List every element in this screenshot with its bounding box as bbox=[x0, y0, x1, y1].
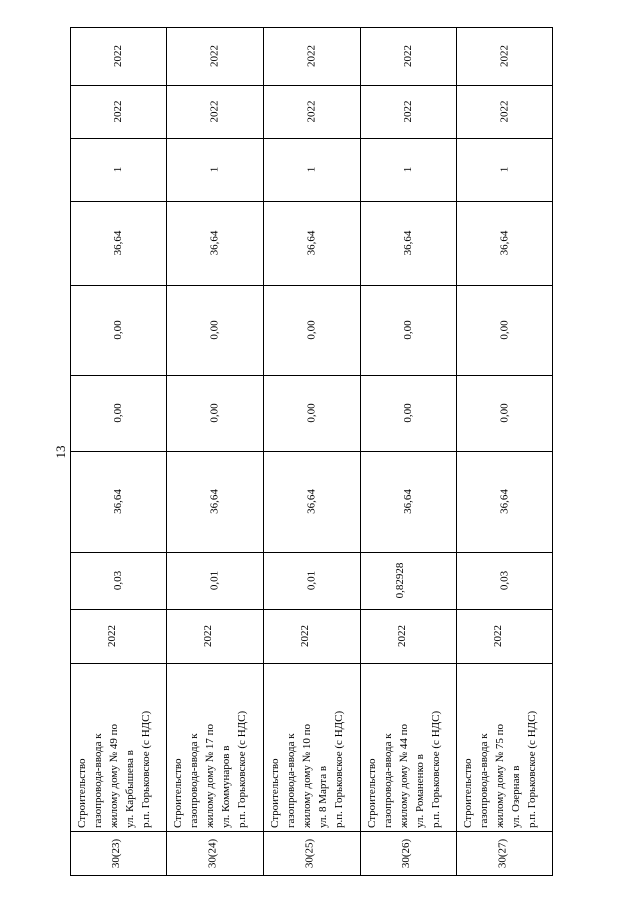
row-name-line: Строительство bbox=[462, 758, 474, 828]
cell-length: 0,03 bbox=[112, 570, 124, 591]
cell-length: 0,82928 bbox=[394, 562, 406, 599]
table-border-horizontal bbox=[70, 663, 553, 664]
row-name-line: Строительство bbox=[172, 758, 184, 828]
cell-length: 0,03 bbox=[498, 570, 511, 591]
cell-cost-a: 0,00 bbox=[112, 403, 124, 423]
cell-cost-b: 0,00 bbox=[498, 320, 511, 340]
row-name-line: р.п. Горьковское (с НДС) bbox=[236, 710, 248, 828]
cell-year-2: 2022 bbox=[305, 45, 318, 67]
cell-year-start: 2022 bbox=[299, 625, 311, 647]
cell-year-1: 2022 bbox=[402, 100, 414, 123]
cell-cost-c: 36,64 bbox=[402, 230, 414, 256]
cell-year-2: 2022 bbox=[402, 45, 414, 67]
cell-cost-c: 36,64 bbox=[498, 230, 511, 256]
row-name bbox=[364, 711, 444, 828]
row-id: 30(24) bbox=[206, 838, 219, 869]
row-name-line: газопровода-ввода к bbox=[382, 733, 394, 828]
row-id: 30(23) bbox=[110, 838, 122, 869]
row-name-line: газопровода-ввода к bbox=[478, 733, 490, 828]
row-name bbox=[74, 711, 154, 828]
cell-cost-a: 0,00 bbox=[305, 403, 318, 423]
cell-year-start: 2022 bbox=[492, 625, 504, 647]
row-name-line: Строительство bbox=[269, 758, 281, 828]
page-number: 13 bbox=[53, 445, 68, 459]
cell-year-1: 2022 bbox=[208, 100, 221, 123]
cell-cost-total: 36,64 bbox=[112, 489, 124, 514]
rotated-table bbox=[70, 27, 553, 876]
row-id: 30(25) bbox=[303, 838, 316, 869]
row-name-line: р.п. Горьковское (с НДС) bbox=[430, 710, 442, 828]
row-name-line: жилому дому № 10 по bbox=[301, 724, 313, 828]
row-name-line: газопровода-ввода к bbox=[285, 733, 297, 828]
row-name-line: ул. Романенко в bbox=[414, 754, 426, 828]
cell-year-start: 2022 bbox=[396, 625, 408, 647]
row-name bbox=[460, 711, 540, 828]
cell-cost-a: 0,00 bbox=[208, 403, 221, 423]
cell-cost-b: 0,00 bbox=[305, 320, 318, 340]
cell-year-1: 2022 bbox=[305, 100, 318, 123]
row-name-line: Строительство bbox=[76, 758, 88, 828]
cell-count: 1 bbox=[402, 166, 414, 173]
cell-year-1: 2022 bbox=[112, 100, 124, 123]
row-name-line: ул. 8 Марта в bbox=[317, 765, 329, 828]
cell-year-start: 2022 bbox=[202, 625, 214, 647]
cell-cost-c: 36,64 bbox=[305, 230, 318, 256]
row-name-line: ул. Озерная в bbox=[510, 765, 522, 828]
cell-count: 1 bbox=[208, 166, 221, 173]
row-name-line: р.п. Горьковское (с НДС) bbox=[526, 710, 538, 828]
cell-year-1: 2022 bbox=[498, 100, 511, 123]
row-name bbox=[267, 711, 347, 828]
cell-cost-c: 36,64 bbox=[208, 230, 221, 256]
row-name-line: жилому дому № 75 по bbox=[494, 724, 506, 828]
row-name-line: жилому дому № 44 по bbox=[398, 724, 410, 828]
row-id: 30(27) bbox=[496, 838, 509, 869]
cell-cost-b: 0,00 bbox=[112, 320, 124, 340]
table-border-horizontal bbox=[70, 375, 553, 376]
cell-count: 1 bbox=[498, 166, 511, 173]
cell-year-2: 2022 bbox=[112, 45, 124, 67]
row-name-line: газопровода-ввода к bbox=[188, 733, 200, 828]
cell-length: 0,01 bbox=[305, 570, 318, 591]
row-name-line: р.п. Горьковское (с НДС) bbox=[140, 710, 152, 828]
cell-cost-c: 36,64 bbox=[112, 230, 124, 256]
cell-cost-a: 0,00 bbox=[402, 403, 414, 423]
table-border-horizontal bbox=[70, 285, 553, 286]
cell-year-2: 2022 bbox=[208, 45, 221, 67]
cell-cost-total: 36,64 bbox=[498, 489, 511, 514]
row-name-line: газопровода-ввода к bbox=[92, 733, 104, 828]
cell-count: 1 bbox=[112, 166, 124, 173]
cell-cost-a: 0,00 bbox=[498, 403, 511, 423]
cell-year-start: 2022 bbox=[106, 625, 118, 647]
table-border-horizontal bbox=[70, 201, 553, 202]
row-name-line: жилому дому № 17 по bbox=[204, 724, 216, 828]
cell-cost-b: 0,00 bbox=[402, 320, 414, 340]
cell-cost-total: 36,64 bbox=[305, 489, 318, 514]
cell-cost-b: 0,00 bbox=[208, 320, 221, 340]
row-name-line: жилому дому № 49 по bbox=[108, 724, 120, 828]
cell-year-2: 2022 bbox=[498, 45, 511, 67]
cell-length: 0,01 bbox=[208, 570, 221, 591]
cell-count: 1 bbox=[305, 166, 318, 173]
table-border-horizontal bbox=[70, 451, 553, 452]
row-name-line: ул. Коммунаров в bbox=[220, 745, 232, 828]
row-name-line: р.п. Горьковское (с НДС) bbox=[333, 710, 345, 828]
cell-cost-total: 36,64 bbox=[208, 489, 221, 514]
row-name-line: Строительство bbox=[366, 758, 378, 828]
cell-cost-total: 36,64 bbox=[402, 489, 414, 514]
row-id: 30(26) bbox=[400, 838, 412, 869]
row-name bbox=[170, 711, 250, 828]
row-name-line: ул. Карбышева в bbox=[124, 750, 136, 828]
